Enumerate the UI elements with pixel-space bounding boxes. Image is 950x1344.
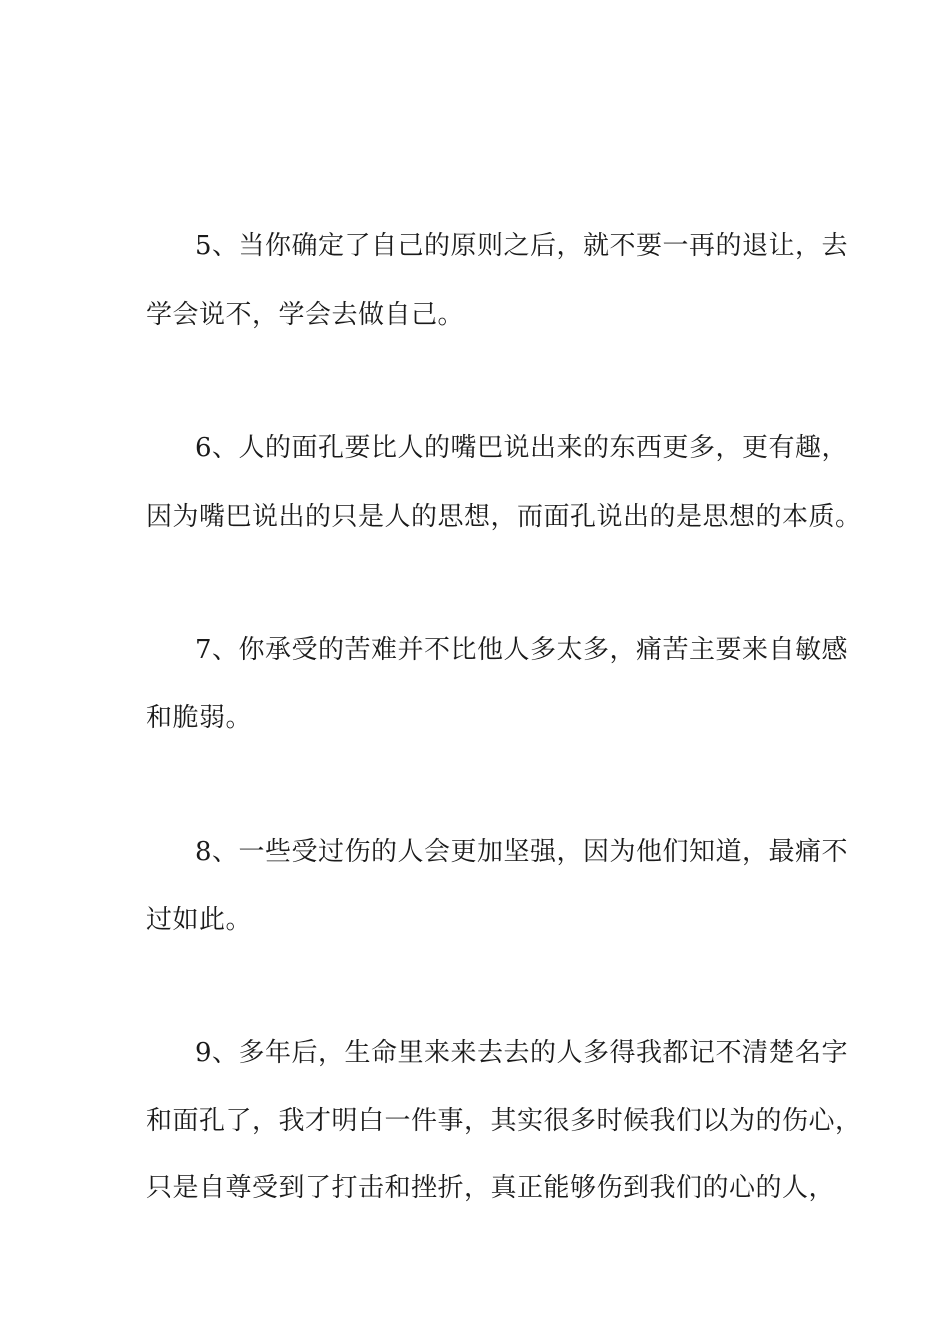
- paragraph-7-number: 7、: [195, 635, 239, 665]
- paragraph-9-number: 9、: [195, 1038, 239, 1068]
- paragraph-6-text-1: 人的面孔要比人的嘴巴说出来的东西更多，更有趣，: [238, 433, 849, 463]
- paragraph-5-number: 5、: [195, 231, 239, 261]
- paragraph-8-line-2: 过如此。: [146, 905, 253, 935]
- paragraph-5-line-2: 学会说不，学会去做自己。: [146, 300, 465, 330]
- paragraph-7-text-1: 你承受的苦难并不比他人多太多，痛苦主要来自敏感: [238, 635, 849, 665]
- paragraph-5-text-1: 当你确定了自己的原则之后，就不要一再的退让，去: [238, 231, 849, 261]
- paragraph-6-line-2: 因为嘴巴说出的只是人的思想，而面孔说出的是思想的本质。: [146, 502, 862, 532]
- paragraph-9-text-1: 多年后，生命里来来去去的人多得我都记不清楚名字: [238, 1038, 849, 1068]
- paragraph-6-line-1: [195, 431, 848, 465]
- paragraph-9-line-2: 和面孔了，我才明白一件事，其实很多时候我们以为的伤心，: [146, 1106, 862, 1136]
- paragraph-8-text-1: 一些受过伤的人会更加坚强，因为他们知道，最痛不: [238, 837, 849, 867]
- paragraph-7-line-1: [195, 633, 848, 667]
- paragraph-9-line-3: 只是自尊受到了打击和挫折，真正能够伤到我们的心的人，: [146, 1173, 836, 1203]
- paragraph-9-line-1: [195, 1036, 848, 1070]
- paragraph-8-line-1: [195, 835, 848, 869]
- paragraph-7-line-2: 和脆弱。: [146, 703, 253, 733]
- paragraph-8-number: 8、: [195, 837, 239, 867]
- paragraph-5-line-1: [195, 229, 848, 263]
- paragraph-6-number: 6、: [195, 433, 239, 463]
